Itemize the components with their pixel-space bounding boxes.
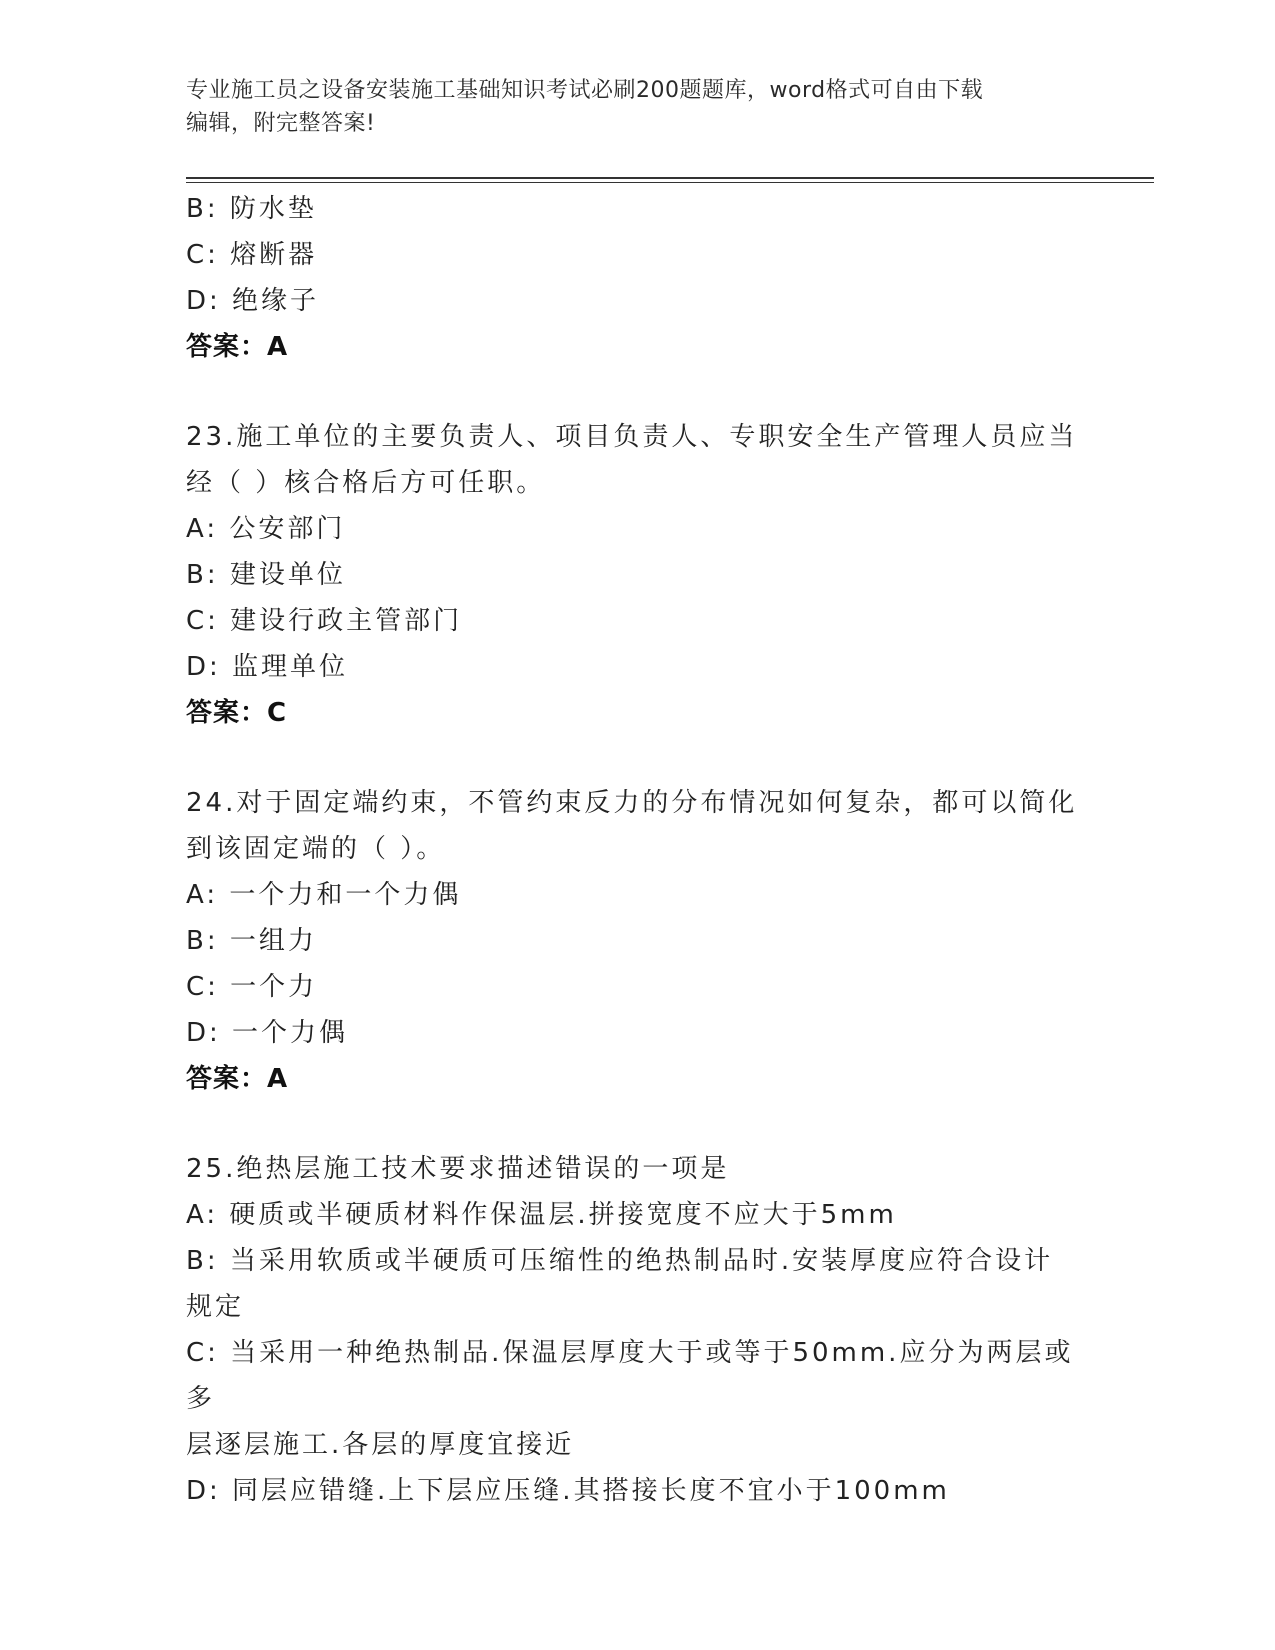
answer-label: 答案：C — [186, 698, 288, 728]
spacer — [186, 370, 1086, 414]
option-c: C: 一个力 — [186, 972, 318, 1002]
document-header — [186, 74, 1066, 140]
question-25 — [186, 1146, 1086, 1514]
spacer — [186, 736, 1086, 780]
header-divider-thin — [186, 182, 1154, 183]
question-22-tail — [186, 186, 1086, 370]
option-d: D: 同层应错缝.上下层应压缝.其搭接长度不宜小于100mm — [186, 1476, 950, 1506]
answer-label: 答案：A — [186, 1064, 289, 1094]
question-stem: 25.绝热层施工技术要求描述错误的一项是 — [186, 1154, 730, 1184]
option-c: C: 建设行政主管部门 — [186, 606, 463, 636]
option-d: D: 绝缘子 — [186, 286, 320, 316]
option-c: C: 当采用一种绝热制品.保温层厚度大于或等于50mm.应分为两层或多 — [186, 1338, 1074, 1414]
option-c-continued: 层逐层施工.各层的厚度宜接近 — [186, 1430, 575, 1460]
option-a: A: 硬质或半硬质材料作保温层.拼接宽度不应大于5mm — [186, 1200, 897, 1230]
option-b: B: 当采用软质或半硬质可压缩性的绝热制品时.安装厚度应符合设计 — [186, 1246, 1054, 1276]
spacer — [186, 1102, 1086, 1146]
answer-label: 答案：A — [186, 332, 289, 362]
question-content — [186, 186, 1086, 1514]
question-stem-continued: 经（ ）核合格后方可任职。 — [186, 468, 546, 498]
header-divider-thick — [186, 177, 1154, 179]
option-b-continued: 规定 — [186, 1292, 245, 1322]
question-24 — [186, 780, 1086, 1102]
header-title-line-2: 编辑，附完整答案! — [186, 111, 376, 136]
option-d: D: 监理单位 — [186, 652, 349, 682]
question-stem: 23.施工单位的主要负责人、项目负责人、专职安全生产管理人员应当 — [186, 422, 1078, 452]
option-a: A: 一个力和一个力偶 — [186, 880, 462, 910]
question-23 — [186, 414, 1086, 736]
option-b: B: 防水垫 — [186, 194, 317, 224]
option-a: A: 公安部门 — [186, 514, 346, 544]
option-c: C: 熔断器 — [186, 240, 318, 270]
option-b: B: 一组力 — [186, 926, 317, 956]
question-stem-continued: 到该固定端的（ ）。 — [186, 834, 446, 864]
question-stem: 24.对于固定端约束，不管约束反力的分布情况如何复杂，都可以简化 — [186, 788, 1078, 818]
option-d: D: 一个力偶 — [186, 1018, 349, 1048]
option-b: B: 建设单位 — [186, 560, 346, 590]
header-title-line-1: 专业施工员之设备安装施工基础知识考试必刷200题题库，word格式可自由下载 — [186, 78, 984, 103]
